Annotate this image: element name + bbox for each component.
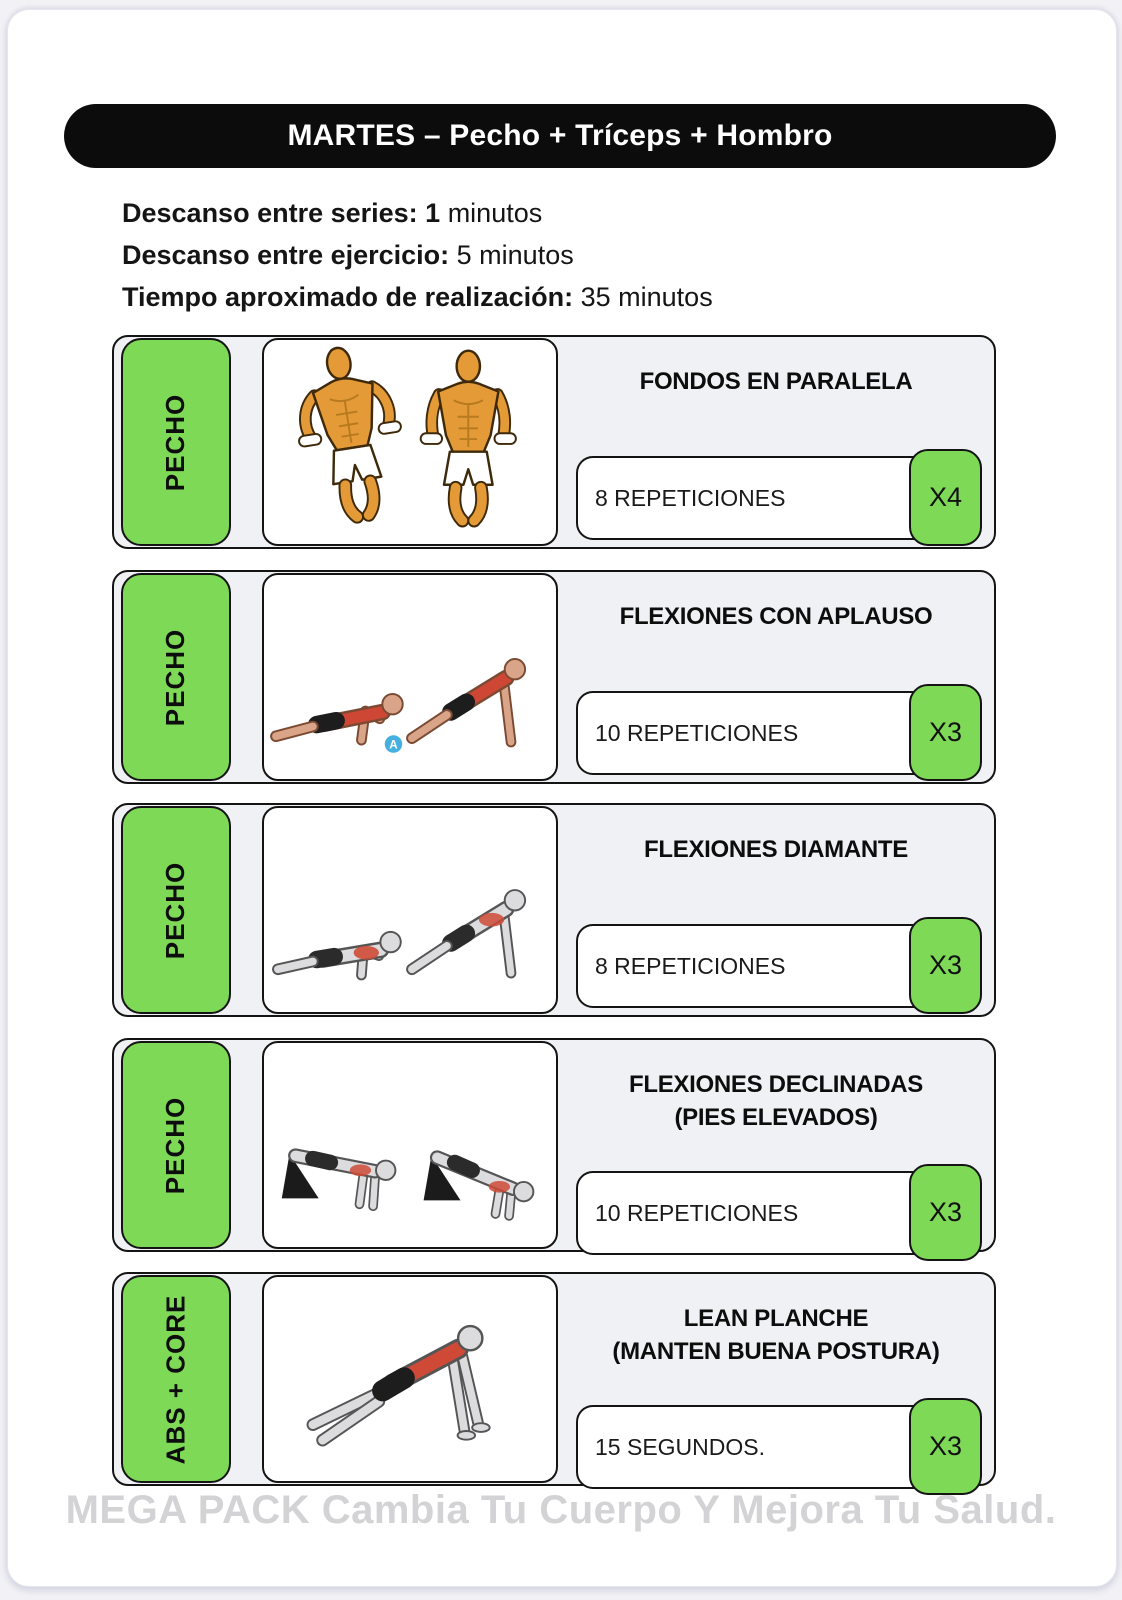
exercise-title-line2: (PIES ELEVADOS)	[674, 1104, 878, 1131]
exercise-card	[112, 1272, 996, 1486]
reps-row	[576, 1398, 982, 1496]
reps-label: 15 SEGUNDOS.	[595, 1433, 765, 1460]
exercise-info	[566, 337, 986, 547]
exercise-title	[566, 1302, 986, 1368]
muscle-group-label: PECHO	[160, 628, 191, 726]
exercise-info	[566, 805, 986, 1015]
sets-badge	[909, 1398, 982, 1495]
decline-push-up-illustration	[262, 1041, 558, 1249]
exercise-title-line1: FLEXIONES DECLINADAS	[628, 1071, 924, 1098]
exercise-card	[112, 1038, 996, 1252]
muscle-group-label: ABS + CORE	[160, 1294, 191, 1464]
muscle-group-label: PECHO	[160, 1096, 191, 1194]
svg-text:A: A	[389, 738, 398, 752]
exercise-title	[566, 1068, 986, 1134]
parallel-bar-dips-illustration	[262, 338, 558, 546]
reps-label: 10 REPETICIONES	[595, 719, 799, 746]
watermark-text: MEGA PACK Cambia Tu Cuerpo Y Mejora Tu Salud.	[65, 1488, 1057, 1532]
muscle-group-label: PECHO	[160, 393, 191, 491]
exercise-title-line1: FLEXIONES CON APLAUSO	[619, 603, 933, 630]
day-title: MARTES – Pecho + Tríceps + Hombro	[287, 119, 833, 152]
reps-row	[576, 1164, 982, 1262]
sets-label: X3	[928, 950, 963, 980]
exercise-title-line1: FONDOS EN PARALELA	[639, 368, 913, 395]
reps-label: 10 REPETICIONES	[595, 1199, 799, 1226]
exercise-title-line1: LEAN PLANCHE	[683, 1305, 869, 1332]
muscle-group-tag	[121, 806, 231, 1014]
exercise-title-line1: FLEXIONES DIAMANTE	[644, 836, 908, 863]
muscle-group-label: PECHO	[160, 861, 191, 959]
reps-label: 8 REPETICIONES	[595, 484, 786, 511]
muscle-group-tag	[121, 573, 231, 781]
muscle-group-tag	[121, 1275, 231, 1483]
sets-badge	[909, 449, 982, 546]
sets-label: X4	[928, 482, 963, 512]
exercise-title	[566, 365, 986, 398]
sets-badge	[909, 684, 982, 781]
exercise-info	[566, 1040, 986, 1250]
meta-label: Descanso entre series: 1	[122, 198, 441, 228]
muscle-group-tag	[121, 1041, 231, 1249]
sets-label: X3	[928, 1197, 963, 1227]
reps-label: 8 REPETICIONES	[595, 952, 786, 979]
reps-row	[576, 449, 982, 547]
exercise-card	[112, 570, 996, 784]
diamond-push-up-illustration	[262, 806, 558, 1014]
exercise-title	[566, 600, 986, 633]
clap-push-up-illustration	[262, 573, 558, 781]
exercise-info	[566, 1274, 986, 1484]
muscle-group-tag	[121, 338, 231, 546]
meta-label: Tiempo aproximado de realización:	[122, 282, 574, 312]
lean-planche-illustration	[262, 1275, 558, 1483]
meta-value: 35 minutos	[573, 282, 713, 312]
exercise-title-line2: (MANTEN BUENA POSTURA)	[612, 1338, 940, 1365]
sets-badge	[909, 1164, 982, 1261]
exercise-card	[112, 335, 996, 549]
meta-value: minutos	[440, 198, 543, 228]
sets-badge	[909, 917, 982, 1014]
meta-value: 5 minutos	[449, 240, 574, 270]
sets-label: X3	[928, 1431, 963, 1461]
reps-row	[576, 684, 982, 782]
exercise-card	[112, 803, 996, 1017]
meta-label: Descanso entre ejercicio:	[122, 240, 450, 270]
exercise-info	[566, 572, 986, 782]
reps-row	[576, 917, 982, 1015]
exercise-title	[566, 833, 986, 866]
sets-label: X3	[928, 717, 963, 747]
